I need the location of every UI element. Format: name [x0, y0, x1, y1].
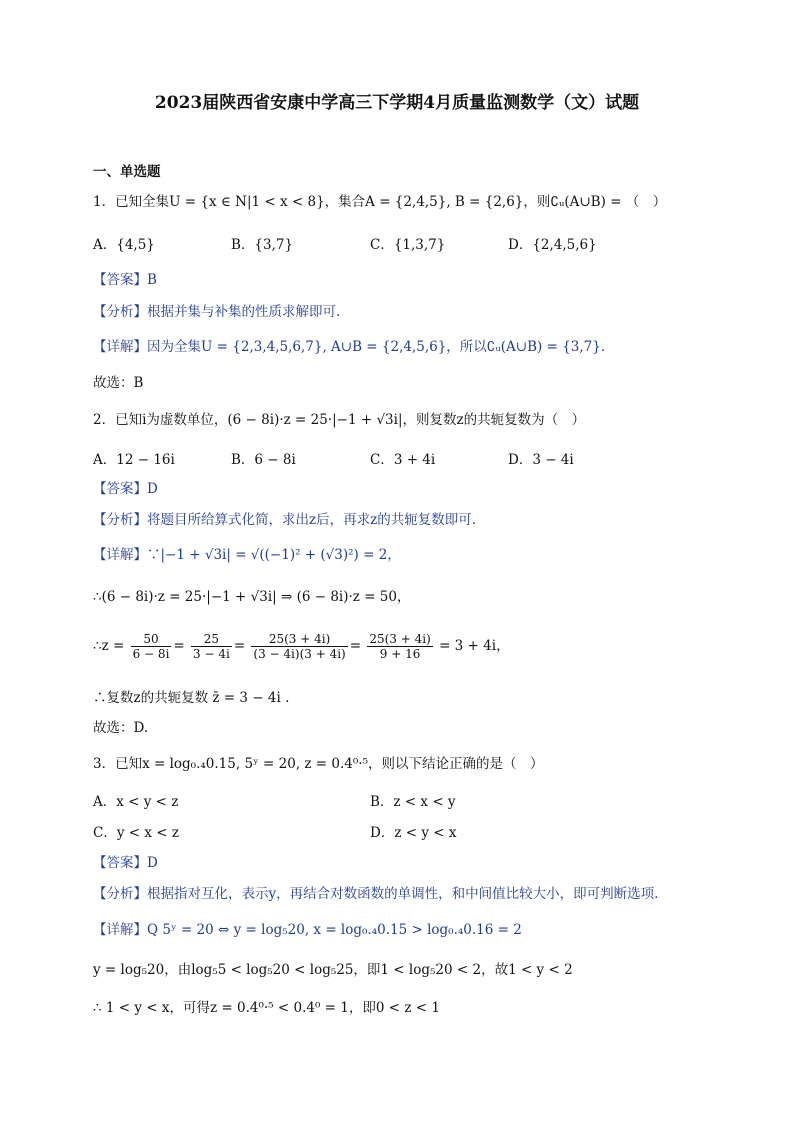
fraction-1-den: 6 − 8i [132, 647, 170, 661]
q1-option-b: B．{3,7} [231, 237, 294, 253]
fraction-2-num: 25 [191, 632, 232, 647]
q1-option-c: C．{1,3,7} [370, 237, 446, 253]
fraction-4-den: 9 + 16 [379, 647, 421, 661]
fraction-2-den: 3 − 4i [193, 647, 230, 661]
q2-answer: 【答案】D [93, 481, 158, 497]
q2-stem: 2．已知i为虚数单位，(6 − 8i)·z = 25·|−1 + √3i|，则复数z的共轭复数为（ ） [93, 412, 586, 428]
q1-choice: 故选：B [93, 375, 144, 391]
q3-detail-2: y = log₅20，由log₅5 < log₅20 < log₅25，即1 < log₅20 < 2，故1 < y < 2 [93, 962, 573, 978]
q2-choice: 故选：D. [93, 720, 149, 736]
q2-detail-3: ∴z = $\frac{50}{6 - 8i}$ = $\frac{25}{3 - 4i}$ = $\frac{25(3 + 4i)}{(3 - 4i)(3 + 4i)}$ = $\frac{25(3 + 4i)}{9 + 16}$ = 3 + 4i， [93, 632, 510, 661]
q1-detail: 【详解】因为全集U = {2,3,4,5,6,7}, A∪B = {2,4,5,6}，所以∁ᵤ(A∪B) = {3,7}. [93, 339, 606, 355]
q3-answer: 【答案】D [93, 855, 158, 871]
q2-detail-1: 【详解】∵|−1 + √3i| = √((−1)² + (√3)²) = 2， [93, 547, 401, 563]
q1-answer: 【答案】B [93, 272, 157, 288]
q2-option-d: D．3 − 4i [508, 452, 574, 468]
q3-analysis: 【分析】根据指对互化，表示y，再结合对数函数的单调性，和中间值比较大小，即可判断选项. [93, 886, 659, 902]
q1-option-a: A．{4,5} [93, 237, 155, 253]
q2-analysis: 【分析】将题目所给算式化简，求出z后，再求z的共轭复数即可. [93, 512, 477, 528]
page-title: 2023届陕西省安康中学高三下学期4月质量监测数学（文）试题 [154, 93, 640, 113]
q3-option-a: A．x < y < z [93, 794, 179, 810]
fraction-3 [251, 632, 347, 661]
q1-stem: 1．已知全集U = {x ∈ N|1 < x < 8}，集合A = {2,4,5}, B = {2,6}，则∁ᵤ(A∪B) = （ ） [93, 194, 667, 210]
fraction-3-den: (3 − 4i)(3 + 4i) [253, 647, 346, 661]
section-heading: 一、单选题 [93, 164, 161, 180]
q1-analysis: 【分析】根据并集与补集的性质求解即可. [93, 304, 341, 320]
q2-option-c: C．3 + 4i [370, 452, 436, 468]
q3-detail-1: 【详解】Q 5ʸ = 20 ⇔ y = log₅20, x = log₀.₄0.15 > log₀.₄0.16 = 2 [93, 922, 522, 938]
q2-option-b: B．6 − 8i [231, 452, 296, 468]
q3-option-d: D．z < y < x [370, 825, 457, 841]
q3-option-c: C．y < x < z [93, 825, 179, 841]
q2-detail-3-prefix: ∴z = [93, 638, 125, 654]
fraction-4-num: 25(3 + 4i) [369, 632, 431, 646]
fraction-2 [191, 632, 232, 661]
q3-option-b: B．z < x < y [370, 794, 456, 810]
q2-option-a: A．12 − 16i [93, 452, 175, 468]
fraction-3-num: 25(3 + 4i) [251, 632, 347, 647]
fraction-1 [131, 632, 172, 661]
q2-detail-3-suffix: = 3 + 4i， [439, 638, 510, 654]
q1-option-d: D．{2,4,5,6} [508, 237, 597, 253]
fraction-4 [367, 632, 432, 661]
fraction-1-num: 50 [131, 632, 172, 647]
q3-detail-3: ∴ 1 < y < x，可得z = 0.4⁰·⁵ < 0.4⁰ = 1，即0 < z < 1 [93, 1000, 440, 1016]
q3-stem: 3．已知x = log₀.₄0.15, 5ʸ = 20, z = 0.4⁰·⁵，则以下结论正确的是（ ） [93, 756, 544, 772]
q2-detail-2: ∴(6 − 8i)·z = 25·|−1 + √3i| ⇒ (6 − 8i)·z = 50， [93, 589, 411, 605]
q2-detail-4: ∴复数z的共轭复数 z̄ = 3 − 4i . [93, 690, 290, 706]
